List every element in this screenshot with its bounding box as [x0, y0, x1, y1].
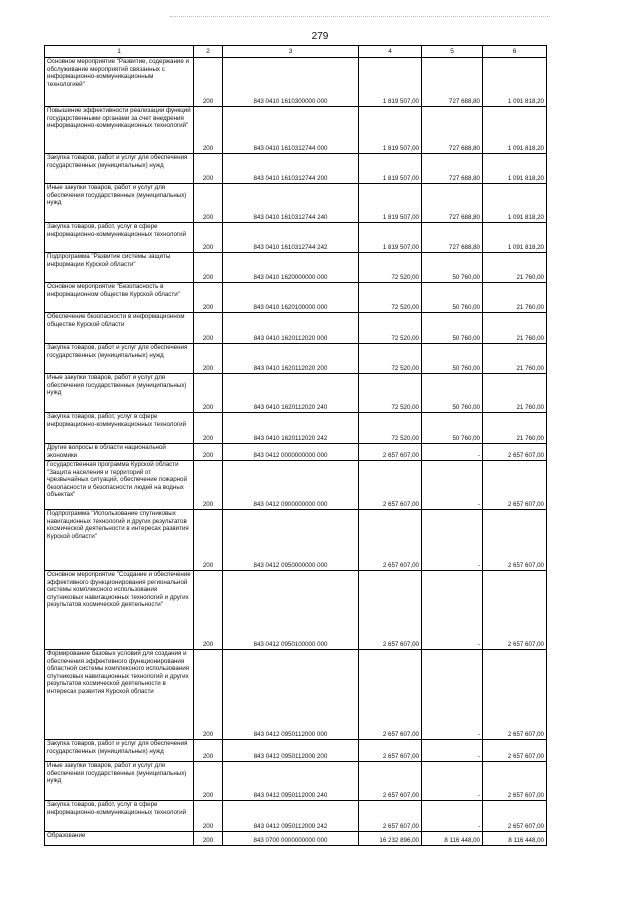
page-number: 279: [311, 31, 329, 42]
row-name-cell: Иные закупки товаров, работ и услуг для обеспечения государственных (муниципальных) нужд: [45, 762, 194, 801]
row-amount-col6-cell: 1 091 818,20: [483, 58, 547, 107]
row-name-cell: Закупка товаров, работ, услуг в сфере информационно-коммуникационных технологий: [45, 801, 194, 832]
table-row: [45, 444, 547, 461]
row-name-cell: Повышение эффективности реализации функций государственными органами за счет внедрения информационно-коммуникационных технологий": [45, 107, 194, 154]
row-amount-col5-cell: 50 760,00: [422, 283, 483, 313]
column-header: 1: [45, 46, 194, 58]
row-amount-col5-cell: -: [422, 571, 483, 650]
row-amount-col6-cell: 21 760,00: [483, 283, 547, 313]
row-code-cell: 200: [194, 461, 223, 510]
row-amount-col5-cell: 727 688,80: [422, 223, 483, 253]
row-code-cell: 200: [194, 313, 223, 344]
row-name-cell: Формирование базовых условий для создания и обеспечения эффективного функционирования областной системы комплексного использования спутниковых навигационных технологий и других результатов космической деятельности в интересах развития Курской области: [45, 650, 194, 740]
row-amount-total-cell: 72 520,00: [359, 413, 422, 444]
budget-table: [44, 45, 547, 846]
row-amount-col5-cell: 50 760,00: [422, 344, 483, 374]
column-header: 6: [483, 46, 547, 58]
row-amount-col6-cell: 2 657 607,00: [483, 801, 547, 832]
row-amount-total-cell: 2 657 607,00: [359, 740, 422, 762]
row-amount-col6-cell: 1 091 818,20: [483, 184, 547, 223]
row-amount-col6-cell: 2 657 607,00: [483, 444, 547, 461]
row-amount-col6-cell: 21 760,00: [483, 253, 547, 283]
row-amount-total-cell: 16 232 896,00: [359, 832, 422, 846]
row-code-cell: 200: [194, 283, 223, 313]
row-code-cell: 200: [194, 58, 223, 107]
table-row: [45, 510, 547, 571]
row-name-cell: Подпрограмма "Использование спутниковых навигационных технологий и других результатов космической деятельности в интересах развития Курской области": [45, 510, 194, 571]
column-header: 2: [194, 46, 223, 58]
row-amount-total-cell: 1 819 507,00: [359, 184, 422, 223]
row-kbk-cell: 843 0410 1610300000 000: [223, 58, 359, 107]
row-kbk-cell: 843 0410 1620112020 240: [223, 374, 359, 413]
row-kbk-cell: 843 0412 0950112000 240: [223, 762, 359, 801]
row-amount-total-cell: 1 819 507,00: [359, 107, 422, 154]
table-row: [45, 344, 547, 374]
row-amount-col5-cell: -: [422, 740, 483, 762]
row-amount-col6-cell: 21 760,00: [483, 344, 547, 374]
column-header: 3: [223, 46, 359, 58]
row-amount-col6-cell: 21 760,00: [483, 413, 547, 444]
row-kbk-cell: 843 0410 1610312744 000: [223, 107, 359, 154]
row-kbk-cell: 843 0410 1620112020 200: [223, 344, 359, 374]
row-amount-col5-cell: 50 760,00: [422, 313, 483, 344]
row-amount-col5-cell: 50 760,00: [422, 413, 483, 444]
table-row: [45, 571, 547, 650]
row-amount-col5-cell: 727 688,80: [422, 107, 483, 154]
row-kbk-cell: 843 0410 1620100000 000: [223, 283, 359, 313]
row-code-cell: 200: [194, 223, 223, 253]
row-name-cell: Иные закупки товаров, работ и услуг для обеспечения государственных (муниципальных) нужд: [45, 374, 194, 413]
row-amount-col5-cell: 727 688,80: [422, 58, 483, 107]
row-code-cell: 200: [194, 571, 223, 650]
row-name-cell: Основное мероприятие "Создание и обеспечение эффективного функционирования региональной системы комплексного использования спутниковых навигационных технологий и других результатов космической деятельности": [45, 571, 194, 650]
row-amount-total-cell: 72 520,00: [359, 283, 422, 313]
column-header: 5: [422, 46, 483, 58]
table-row: [45, 253, 547, 283]
row-amount-col6-cell: 1 091 818,20: [483, 107, 547, 154]
row-amount-total-cell: 2 657 607,00: [359, 461, 422, 510]
row-code-cell: 200: [194, 801, 223, 832]
row-code-cell: 200: [194, 253, 223, 283]
row-amount-col6-cell: 2 657 607,00: [483, 461, 547, 510]
row-kbk-cell: 843 0412 0950112000 000: [223, 650, 359, 740]
row-name-cell: Закупка товаров, работ и услуг для обеспечения государственных (муниципальных) нужд: [45, 154, 194, 184]
row-amount-col6-cell: 2 657 607,00: [483, 571, 547, 650]
row-amount-total-cell: 2 657 607,00: [359, 650, 422, 740]
row-code-cell: 200: [194, 413, 223, 444]
table-row: [45, 801, 547, 832]
row-kbk-cell: 843 0412 0950000000 000: [223, 510, 359, 571]
row-name-cell: Закупка товаров, работ, услуг в сфере информационно-коммуникационных технологий: [45, 223, 194, 253]
row-amount-col6-cell: 21 760,00: [483, 313, 547, 344]
row-code-cell: 200: [194, 762, 223, 801]
row-amount-col5-cell: -: [422, 510, 483, 571]
scan-artifact-line: [170, 16, 550, 19]
row-code-cell: 200: [194, 650, 223, 740]
row-amount-total-cell: 72 520,00: [359, 313, 422, 344]
column-header: 4: [359, 46, 422, 58]
row-amount-col5-cell: -: [422, 461, 483, 510]
row-amount-col5-cell: -: [422, 801, 483, 832]
row-amount-total-cell: 1 819 507,00: [359, 58, 422, 107]
row-code-cell: 200: [194, 154, 223, 184]
row-code-cell: 200: [194, 510, 223, 571]
row-kbk-cell: 843 0412 0950112000 242: [223, 801, 359, 832]
row-kbk-cell: 843 0412 0950112000 200: [223, 740, 359, 762]
row-amount-total-cell: 2 657 607,00: [359, 801, 422, 832]
row-name-cell: Другие вопросы в области национальной экономики: [45, 444, 194, 461]
row-name-cell: Обеспечение безопасности в информационном обществе Курской области: [45, 313, 194, 344]
row-amount-col6-cell: 21 760,00: [483, 374, 547, 413]
row-amount-total-cell: 2 657 607,00: [359, 444, 422, 461]
row-kbk-cell: 843 0410 1620112020 242: [223, 413, 359, 444]
row-name-cell: Основное мероприятие "Безопасность в информационном обществе Курской области": [45, 283, 194, 313]
row-name-cell: Закупка товаров, работ и услуг для обеспечения государственных (муниципальных) нужд: [45, 740, 194, 762]
row-amount-col5-cell: 8 116 448,00: [422, 832, 483, 846]
row-amount-col6-cell: 2 657 607,00: [483, 762, 547, 801]
row-kbk-cell: 843 0412 0900000000 000: [223, 461, 359, 510]
table-row: [45, 154, 547, 184]
row-amount-total-cell: 72 520,00: [359, 374, 422, 413]
row-amount-total-cell: 1 819 507,00: [359, 154, 422, 184]
row-name-cell: Основное мероприятие "Развитие, содержание и обслуживание мероприятий связанных с информационно-коммуникационным технологией": [45, 58, 194, 107]
row-amount-col6-cell: 2 657 607,00: [483, 510, 547, 571]
row-name-cell: Закупка товаров, работ, услуг в сфере информационно-коммуникационных технологий: [45, 413, 194, 444]
row-code-cell: 200: [194, 740, 223, 762]
row-amount-total-cell: 2 657 607,00: [359, 510, 422, 571]
table-row: [45, 313, 547, 344]
table-row: [45, 832, 547, 846]
table-row: [45, 107, 547, 154]
row-amount-col5-cell: 50 760,00: [422, 253, 483, 283]
row-amount-col6-cell: 2 657 607,00: [483, 740, 547, 762]
row-amount-col5-cell: 727 688,80: [422, 184, 483, 223]
row-kbk-cell: 843 0412 0950100000 000: [223, 571, 359, 650]
table-row: [45, 740, 547, 762]
row-name-cell: Иные закупки товаров, работ и услуг для обеспечения государственных (муниципальных) нужд: [45, 184, 194, 223]
row-amount-col6-cell: 2 657 607,00: [483, 650, 547, 740]
row-code-cell: 200: [194, 344, 223, 374]
row-name-cell: Подпрограмма "Развитие системы защиты информации Курской области": [45, 253, 194, 283]
row-name-cell: Закупка товаров, работ и услуг для обеспечения государственных (муниципальных) нужд: [45, 344, 194, 374]
row-amount-col6-cell: 8 116 448,00: [483, 832, 547, 846]
row-amount-col6-cell: 1 091 818,20: [483, 223, 547, 253]
table-row: [45, 374, 547, 413]
row-amount-col5-cell: 50 760,00: [422, 374, 483, 413]
row-amount-total-cell: 72 520,00: [359, 253, 422, 283]
table-row: [45, 650, 547, 740]
row-kbk-cell: 843 0410 1610312744 240: [223, 184, 359, 223]
table-row: [45, 58, 547, 107]
row-code-cell: 200: [194, 107, 223, 154]
table-row: [45, 223, 547, 253]
table-header-row: [45, 46, 547, 58]
row-kbk-cell: 843 0410 1620000000 000: [223, 253, 359, 283]
table-row: [45, 283, 547, 313]
row-amount-col5-cell: 727 688,80: [422, 154, 483, 184]
row-amount-total-cell: 1 819 507,00: [359, 223, 422, 253]
row-kbk-cell: 843 0412 0000000000 000: [223, 444, 359, 461]
row-amount-total-cell: 72 520,00: [359, 344, 422, 374]
row-amount-total-cell: 2 657 607,00: [359, 762, 422, 801]
row-name-cell: Образование: [45, 832, 194, 846]
row-code-cell: 200: [194, 184, 223, 223]
table-row: [45, 461, 547, 510]
row-code-cell: 200: [194, 444, 223, 461]
row-kbk-cell: 843 0410 1610312744 200: [223, 154, 359, 184]
row-kbk-cell: 843 0700 0000000000 000: [223, 832, 359, 846]
row-amount-col5-cell: -: [422, 762, 483, 801]
row-amount-total-cell: 2 657 607,00: [359, 571, 422, 650]
row-code-cell: 200: [194, 374, 223, 413]
row-kbk-cell: 843 0410 1610312744 242: [223, 223, 359, 253]
row-kbk-cell: 843 0410 1620112020 000: [223, 313, 359, 344]
table-row: [45, 413, 547, 444]
row-code-cell: 200: [194, 832, 223, 846]
row-amount-col5-cell: -: [422, 650, 483, 740]
row-amount-col6-cell: 1 091 818,20: [483, 154, 547, 184]
row-name-cell: Государственная программа Курской области "Защита населения и территорий от чрезвычайных ситуаций, обеспечение пожарной безопасности и безопасности людей на водных объектах": [45, 461, 194, 510]
table-row: [45, 762, 547, 801]
table-row: [45, 184, 547, 223]
row-amount-col5-cell: -: [422, 444, 483, 461]
